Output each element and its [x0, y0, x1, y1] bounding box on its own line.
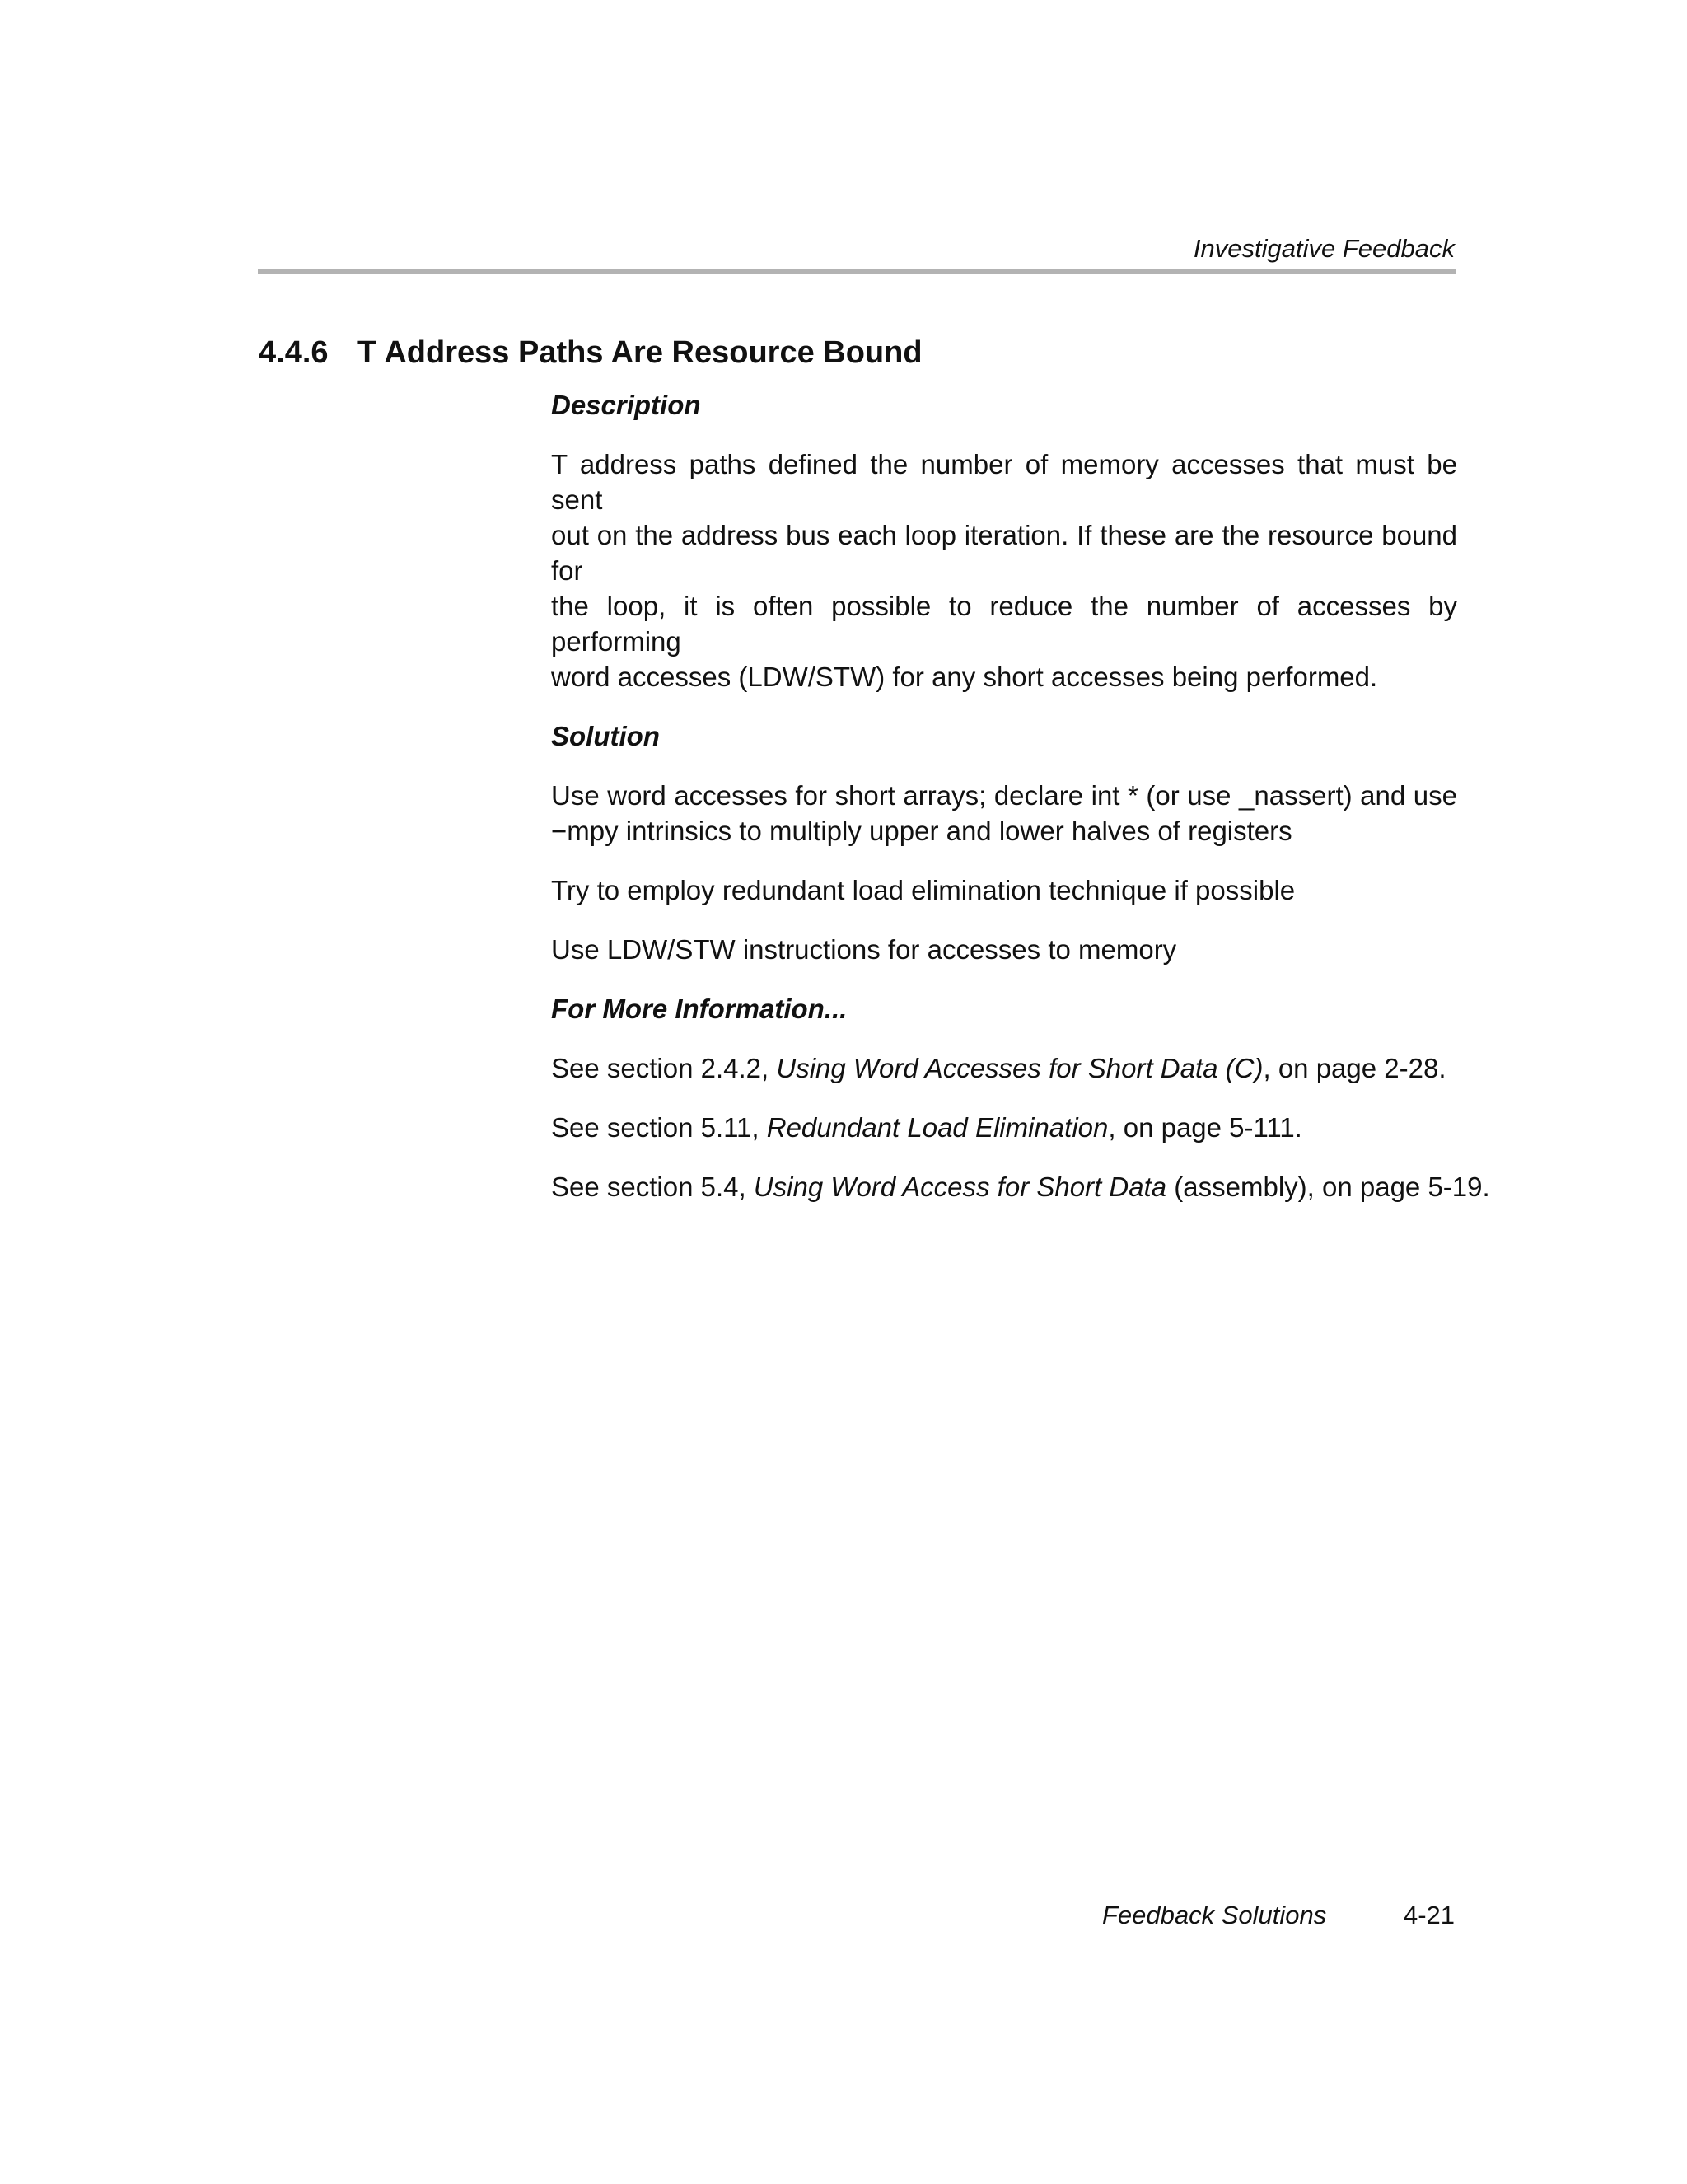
solution-line: Use word accesses for short arrays; declare int * (or use _nassert) and use	[551, 780, 1457, 811]
section-number: 4.4.6	[259, 335, 329, 370]
solution-heading: Solution	[551, 721, 660, 751]
reference-item	[551, 1050, 1457, 1086]
running-header: Investigative Feedback	[1193, 234, 1455, 263]
description-line: the loop, it is often possible to reduce the number of accesses by performing	[551, 591, 1457, 657]
footer-page-number: 4-21	[1403, 1901, 1455, 1929]
reference-item	[551, 1169, 1490, 1204]
solution-item-redundant-load: Try to employ redundant load elimination technique if possible	[551, 875, 1296, 905]
solution-line: −mpy intrinsics to multiply upper and lower halves of registers	[551, 816, 1292, 846]
reference-suffix: , on page 2-28.	[1263, 1053, 1446, 1083]
reference-item	[551, 1110, 1457, 1145]
reference-title: Redundant Load Elimination	[766, 1112, 1109, 1143]
header-rule	[258, 269, 1456, 274]
more-info-heading: For More Information...	[551, 994, 848, 1024]
description-line: word accesses (LDW/STW) for any short accesses being performed.	[551, 662, 1378, 692]
description-paragraph	[551, 447, 1457, 694]
description-line: T address paths defined the number of memory accesses that must be sent	[551, 449, 1457, 515]
reference-suffix: , on page 5-111.	[1108, 1112, 1302, 1143]
solution-item-word-accesses	[551, 778, 1457, 849]
reference-prefix: See section 5.11,	[551, 1112, 767, 1143]
reference-title: Using Word Access for Short Data	[753, 1172, 1167, 1202]
reference-suffix: (assembly), on page 5-19.	[1166, 1172, 1490, 1202]
section-body	[551, 387, 1490, 1228]
reference-prefix: See section 2.4.2,	[551, 1053, 777, 1083]
reference-prefix: See section 5.4,	[551, 1172, 754, 1202]
description-heading: Description	[551, 390, 701, 420]
section-title: T Address Paths Are Resource Bound	[357, 335, 923, 370]
solution-item-ldw-stw: Use LDW/STW instructions for accesses to memory	[551, 934, 1177, 965]
footer-chapter-title: Feedback Solutions	[1102, 1901, 1327, 1929]
section-heading	[259, 333, 923, 372]
reference-title: Using Word Accesses for Short Data (C)	[776, 1053, 1264, 1083]
description-line: out on the address bus each loop iteration. If these are the resource bound for	[551, 520, 1457, 586]
